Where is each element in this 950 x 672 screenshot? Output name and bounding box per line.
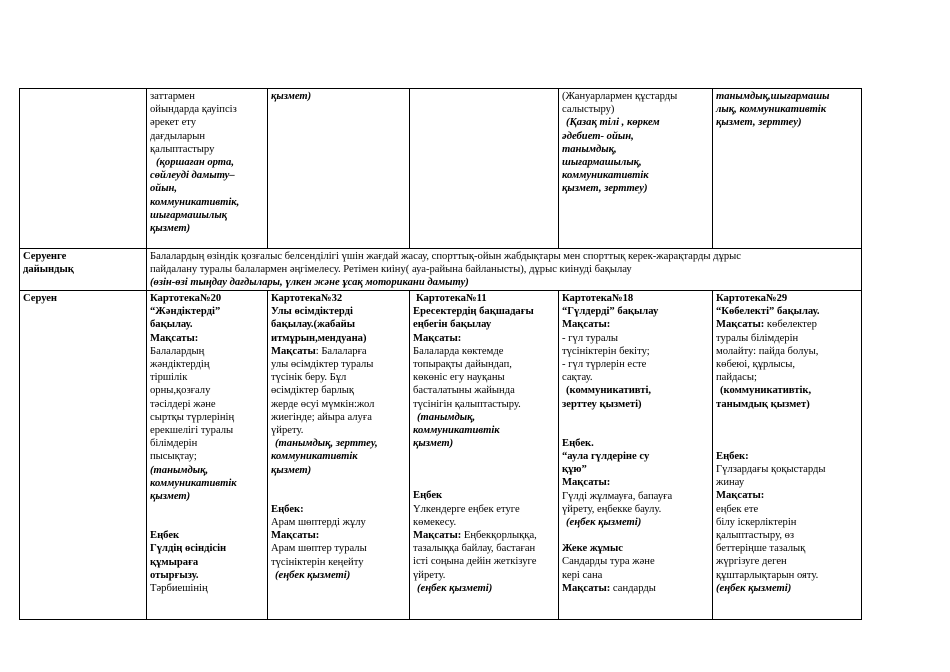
card-title: Улы өсімдіктерді (271, 306, 353, 318)
card-title: Картотека№11 (416, 293, 487, 304)
work-label: Еңбек: (271, 503, 304, 515)
activity-note: қызмет) (150, 223, 191, 235)
text-line: молайту: пайда болуы, (716, 345, 819, 357)
text-line: орны,қозғалу (150, 385, 211, 397)
activity-note: коммуникативтік (150, 477, 237, 489)
text-line: туралы білімдерін (716, 332, 799, 344)
activity-note: лық, коммуникативтік (716, 104, 827, 116)
card-title: Картотека№20 (150, 293, 222, 304)
text-line: Балаларда көктемде (413, 345, 504, 357)
activity-note: қызмет) (271, 464, 312, 476)
activity-note: қызмет) (150, 491, 191, 503)
activity-note: сөйлеуді дамыту– (150, 170, 235, 182)
row-label: Серуенге (23, 251, 67, 262)
cell-walk-4 (559, 291, 713, 620)
text-line: топырақты дайындап, (413, 359, 512, 371)
card-title: итмұрын,мендуана) (271, 332, 367, 344)
activity-note: шығармашылық (150, 209, 228, 221)
activity-note: танымдық қызмет) (716, 398, 810, 410)
card-title: “Жәндіктерді” (150, 306, 221, 318)
work-title: құю” (562, 464, 587, 476)
text-line: (Жануарлармен құстарды (562, 91, 678, 102)
goal-label: Мақсаты: (562, 319, 611, 331)
work-label: Еңбек (413, 490, 443, 502)
text-line: үйрету. (271, 425, 304, 437)
activity-note: танымдық, (562, 143, 617, 155)
row-label-cell (20, 249, 147, 291)
text-line: үйрету, еңбекке баулу. (562, 503, 662, 515)
text-line: үйрету. (413, 569, 446, 581)
text-line: жүргізуге деген (716, 556, 787, 568)
activity-note: әдебиет- ойын, (562, 130, 634, 142)
text-line: сыртқы түрлерінің (150, 411, 235, 423)
text-line: ойындарда қауіпсіз (150, 104, 237, 116)
activity-note: қызмет, зерттеу) (562, 183, 648, 195)
card-title: Картотека№29 (716, 293, 788, 304)
card-title: Ересектердің бақшадағы (413, 306, 534, 318)
activity-note: коммуникативтік, (150, 196, 240, 208)
text-line: көмекесу. (413, 516, 457, 528)
activity-note: коммуникативтік (413, 425, 500, 437)
text-line: басталатыны жайында (413, 385, 515, 397)
text-line: Арам шөптер туралы (271, 543, 367, 555)
card-title: бақылау. (150, 319, 193, 331)
text-line: улы өсімдіктер туралы (271, 359, 374, 371)
text-line: Балалардың өзіндік қозғалыс белсенділігі үшін жағдай жасау, спорттық-ойын жабдықтары мен спорттық керек-жарақтарды дұрыс (150, 251, 741, 262)
text-line: құштарлықтарын ояту. (716, 569, 819, 581)
text-line: Тәрбиешінің (150, 583, 208, 595)
activity-note: (еңбек қызметі) (417, 582, 493, 594)
goal-label: Мақсаты: (562, 477, 611, 489)
text-line: еңбек ете (716, 503, 759, 515)
text-line: қалыптастыру, өз (716, 530, 795, 542)
individual-work-label: Жеке жұмыс (562, 543, 623, 555)
row-label: дайындық (23, 264, 74, 276)
activity-note: (қоршаған орта, (156, 157, 234, 169)
work-label: Еңбек: (716, 450, 749, 462)
text-line: Балалардың (150, 345, 205, 357)
text-line: түсініктерін бекіту; (562, 345, 650, 357)
activity-note: коммуникативтік (271, 451, 358, 463)
text-line: пайдасы; (716, 372, 757, 384)
goal-label: Мақсаты: (562, 582, 611, 594)
text-line: Еңбекқорлыққа, (461, 530, 537, 542)
table-row (20, 249, 862, 291)
text-line: түсініктерін кеңейту (271, 556, 364, 568)
text-line: Гүлді жұлмауға, бапауға (562, 490, 673, 502)
goal-label: Мақсаты: (716, 490, 765, 502)
work-title: отырғызу. (150, 569, 199, 581)
text-line: кері сана (562, 569, 603, 581)
activity-note: қызмет, зерттеу) (716, 117, 802, 129)
activity-note: ойын, (150, 183, 178, 195)
card-title: бақылау.(жабайы (271, 319, 356, 331)
work-label: Еңбек. (562, 437, 594, 449)
activity-note: (Қазақ тілі , көркем (566, 117, 660, 129)
work-title: “аула гүлдеріне су (562, 451, 650, 463)
goal-label: Мақсаты: (150, 332, 199, 344)
text-line: беттеріңше тазалық (716, 543, 806, 555)
text-line: дағдыларын (150, 130, 206, 142)
text-line: заттармен (150, 91, 195, 102)
text-line: жерде өсуі мүмкін:жол (271, 398, 375, 410)
activity-note: танымдық,шығармашы (716, 91, 830, 102)
cell-walk-1 (147, 291, 268, 620)
row-label: Серуен (23, 293, 58, 304)
cell-r1c5 (713, 89, 862, 249)
cell-walk-prep (147, 249, 862, 291)
text-line: ерекшелігі туралы (150, 425, 234, 437)
cell-r1c1 (147, 89, 268, 249)
text-line: тәсілдері және (150, 398, 216, 410)
row-label-cell (20, 291, 147, 620)
cell-r1c2 (268, 89, 410, 249)
text-line: істі соңына дейін жеткізуге (413, 556, 537, 568)
cell-walk-3 (410, 291, 559, 620)
cell-r1c3 (410, 89, 559, 249)
activity-note: (коммуникативтік, (720, 385, 812, 397)
activity-note: (еңбек қызметі) (275, 569, 351, 581)
activity-note: зерттеу қызметі) (562, 398, 642, 410)
text-line: пайдалану туралы балалармен әңгімелесу. Ретімен киіну( ауа-райына байланысты), дұрыс киінуді бақылау (150, 264, 632, 276)
activity-note: коммуникативтік (562, 170, 649, 182)
table-row (20, 89, 862, 249)
text-line: өсімдіктер барлық (271, 385, 355, 397)
text-line: Үлкендерге еңбек етуге (413, 503, 520, 515)
goal-label: Мақсаты: (716, 319, 765, 331)
activity-note: (танымдық, (417, 411, 476, 423)
text-line: жинау (716, 477, 745, 489)
text-line: : Балаларға (315, 345, 367, 357)
text-line: Арам шөптерді жұлу (271, 517, 366, 529)
text-line: сақтау. (562, 372, 593, 384)
activity-note: (коммуникативті, (566, 385, 652, 397)
work-title: Гүлдің өсіндісін (150, 543, 227, 555)
card-title: “Көбелекті” бақылау. (716, 306, 820, 318)
row-label-cell (20, 89, 147, 249)
activity-note: (танымдық, зерттеу, (275, 438, 378, 450)
schedule-table (19, 88, 862, 620)
card-title: “Гүлдерді” бақылау (562, 306, 659, 318)
goal-label: Мақсаты: (413, 530, 462, 542)
text-line: тіршілік (150, 372, 188, 384)
activity-note: шығармашылық, (562, 157, 642, 169)
activity-note: (еңбек қызметі) (566, 517, 642, 529)
text-line: көкөніс егу науқаны (413, 372, 505, 384)
text-line: көбелектер (764, 319, 817, 331)
text-line: - гүл туралы (562, 332, 619, 344)
card-title: еңбегін бақылау (413, 319, 492, 331)
text-line: білу іскерліктерін (716, 516, 797, 528)
activity-note: (өзін-өзі тыңдау дағдылары, үлкен және ұсақ моторикани дамыту) (150, 277, 469, 289)
activity-note: қызмет) (413, 438, 454, 450)
cell-walk-2 (268, 291, 410, 620)
card-title: Картотека№32 (271, 293, 343, 304)
text-line: салыстыру) (562, 104, 615, 116)
work-label: Еңбек (150, 530, 180, 542)
text-line: жәндіктердің (150, 359, 210, 371)
text-line: қалыптастыру (150, 143, 215, 155)
activity-note: (танымдық, (150, 464, 209, 476)
cell-walk-5 (713, 291, 862, 620)
goal-label: Мақсаты: (413, 332, 462, 344)
text-line: сандарды (610, 582, 656, 594)
text-line: - гүл түрлерін есте (562, 359, 647, 371)
activity-note: (еңбек қызметі) (716, 582, 792, 594)
text-line: әрекет ету (150, 117, 197, 129)
text-line: білімдерін (150, 438, 198, 450)
text-line: түсінігін қалыптастыру. (413, 398, 521, 410)
text-line: Сандарды тура және (562, 556, 655, 568)
goal-label: Мақсаты (271, 345, 316, 357)
text-line: Гүлзардағы қоқыстарды (716, 464, 826, 476)
card-title: Картотека№18 (562, 293, 634, 304)
text-line: пысықтау; (150, 451, 197, 463)
goal-label: Мақсаты: (271, 530, 320, 542)
work-title: құмыраға (150, 556, 199, 568)
table-row (20, 291, 862, 620)
activity-note: қызмет) (271, 91, 312, 102)
text-line: көбеюі, құрлысы, (716, 359, 796, 371)
text-line: тазалыққа байлау, бастаған (413, 543, 536, 555)
cell-r1c4 (559, 89, 713, 249)
text-line: жиегінде; айыра алуға (271, 411, 372, 423)
text-line: түсінік беру. Бұл (271, 372, 347, 384)
